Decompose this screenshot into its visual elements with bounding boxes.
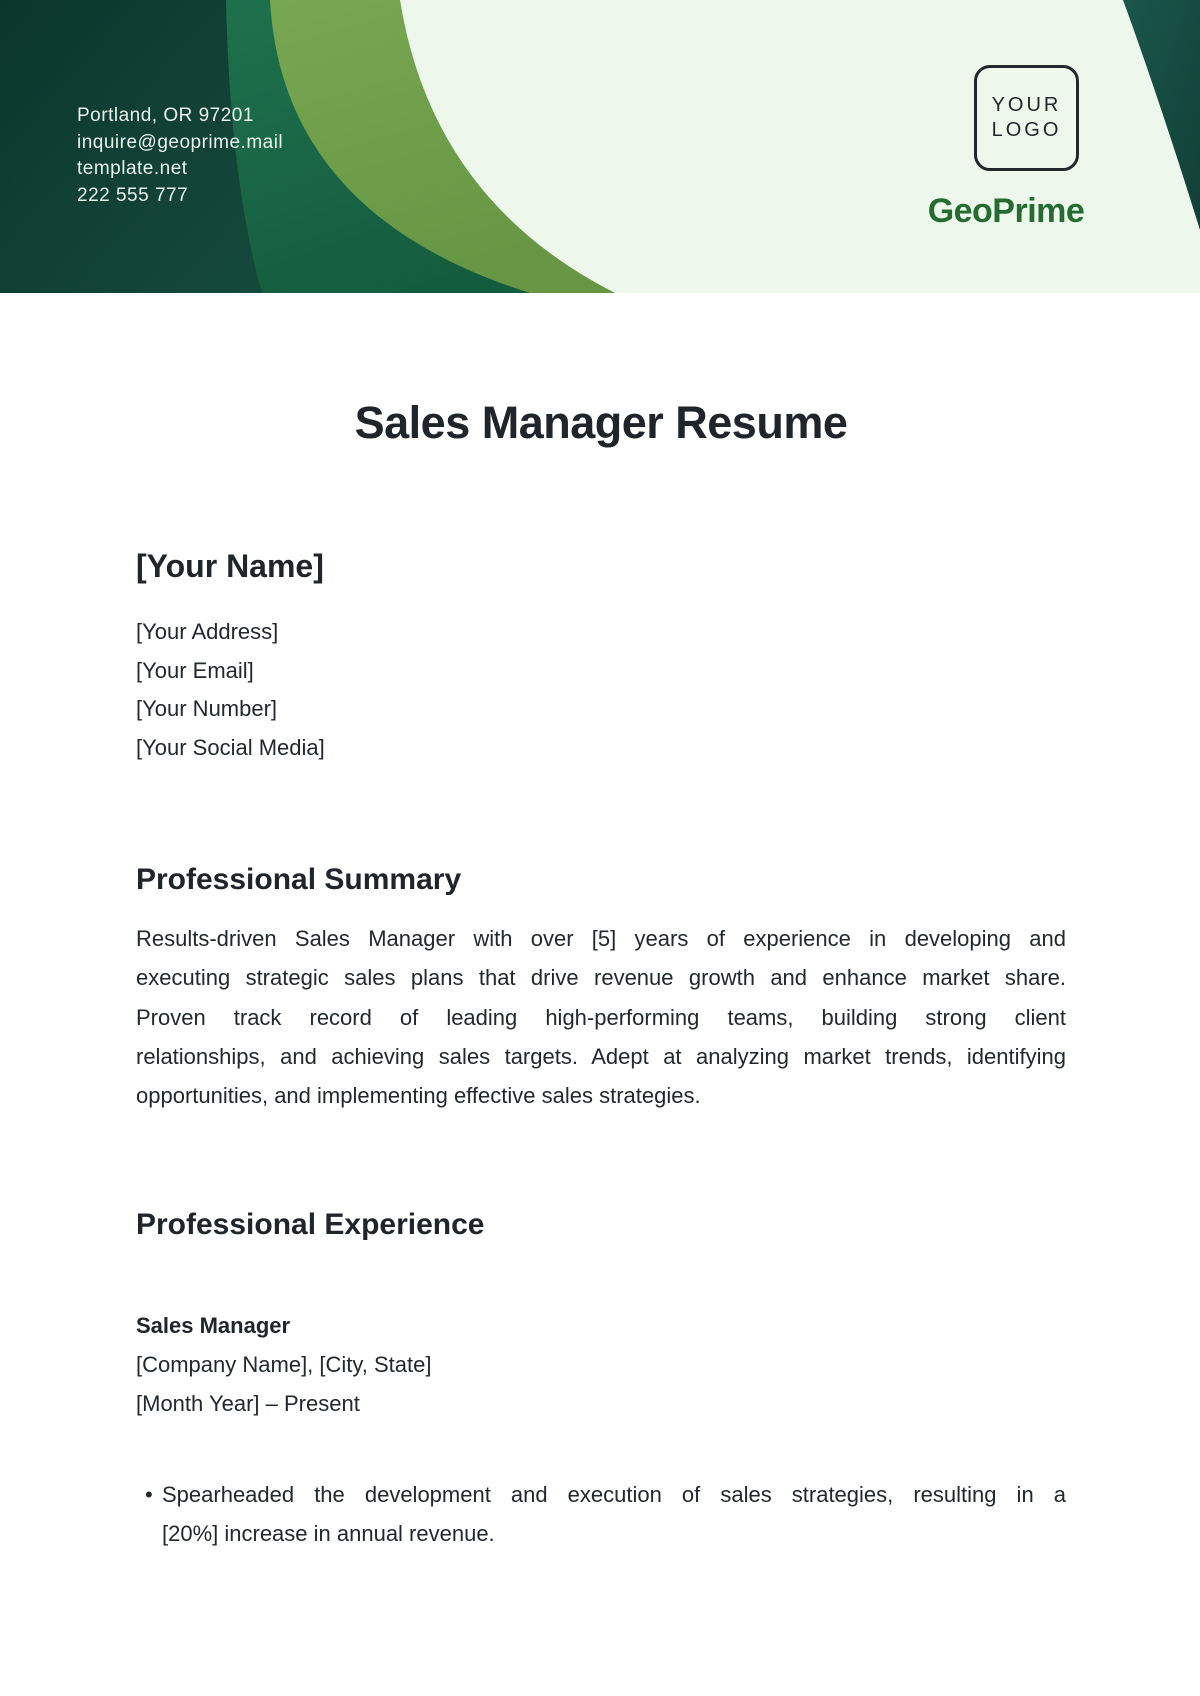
- header-contact-block: [77, 103, 283, 209]
- summary-paragraph: [136, 919, 1066, 1115]
- summary-line: executing strategic sales plans that drive revenue growth and enhance market share.: [136, 965, 1066, 991]
- header-contact-phone: 222 555 777: [77, 184, 189, 206]
- job-block: [136, 1306, 1066, 1423]
- applicant-number-field: [Your Number]: [136, 696, 278, 721]
- summary-section-heading: Professional Summary: [136, 863, 462, 896]
- header-contact-website: template.net: [77, 158, 188, 179]
- document-body: [0, 397, 1200, 1554]
- job-company-line: [Company Name], [City, State]: [136, 1352, 432, 1378]
- applicant-address-field: [Your Address]: [136, 619, 279, 644]
- summary-line: Results-driven Sales Manager with over [5] years of experience in developing and: [136, 926, 1066, 951]
- header-contact-email: inquire@geoprime.mail: [77, 131, 284, 153]
- applicant-email-field: [Your Email]: [136, 657, 254, 683]
- name-heading: [Your Name]: [136, 548, 324, 584]
- brand-name: GeoPrime: [927, 192, 1085, 230]
- job-dates-line: [Month Year] – Present: [136, 1391, 360, 1417]
- logo-placeholder-icon: [974, 65, 1079, 171]
- page-title: Sales Manager Resume: [354, 397, 848, 448]
- job-title: Sales Manager: [136, 1313, 291, 1339]
- summary-line: opportunities, and implementing effective sales strategies.: [136, 1083, 701, 1109]
- applicant-social-field: [Your Social Media]: [136, 734, 325, 760]
- applicant-contact-list: [136, 613, 1066, 767]
- summary-line: Proven track record of leading high-performing teams, building strong client: [136, 1004, 1066, 1030]
- bullet-line: • Spearheaded the development and execution of sales strategies, resulting in a: [162, 1482, 1066, 1508]
- logo-text-line1: YOUR: [991, 94, 1062, 116]
- job-bullet-list: [136, 1476, 1066, 1553]
- experience-section-heading: Professional Experience: [136, 1208, 485, 1242]
- job-bullet-item: [136, 1476, 1066, 1553]
- header-contact-address: Portland, OR 97201: [77, 105, 254, 126]
- header-band: [0, 0, 1200, 293]
- logo-text-line2: LOGO: [991, 119, 1062, 141]
- bullet-line: [20%] increase in annual revenue.: [162, 1521, 495, 1547]
- summary-line: relationships, and achieving sales targets. Adept at analyzing market trends, identifying: [136, 1043, 1066, 1069]
